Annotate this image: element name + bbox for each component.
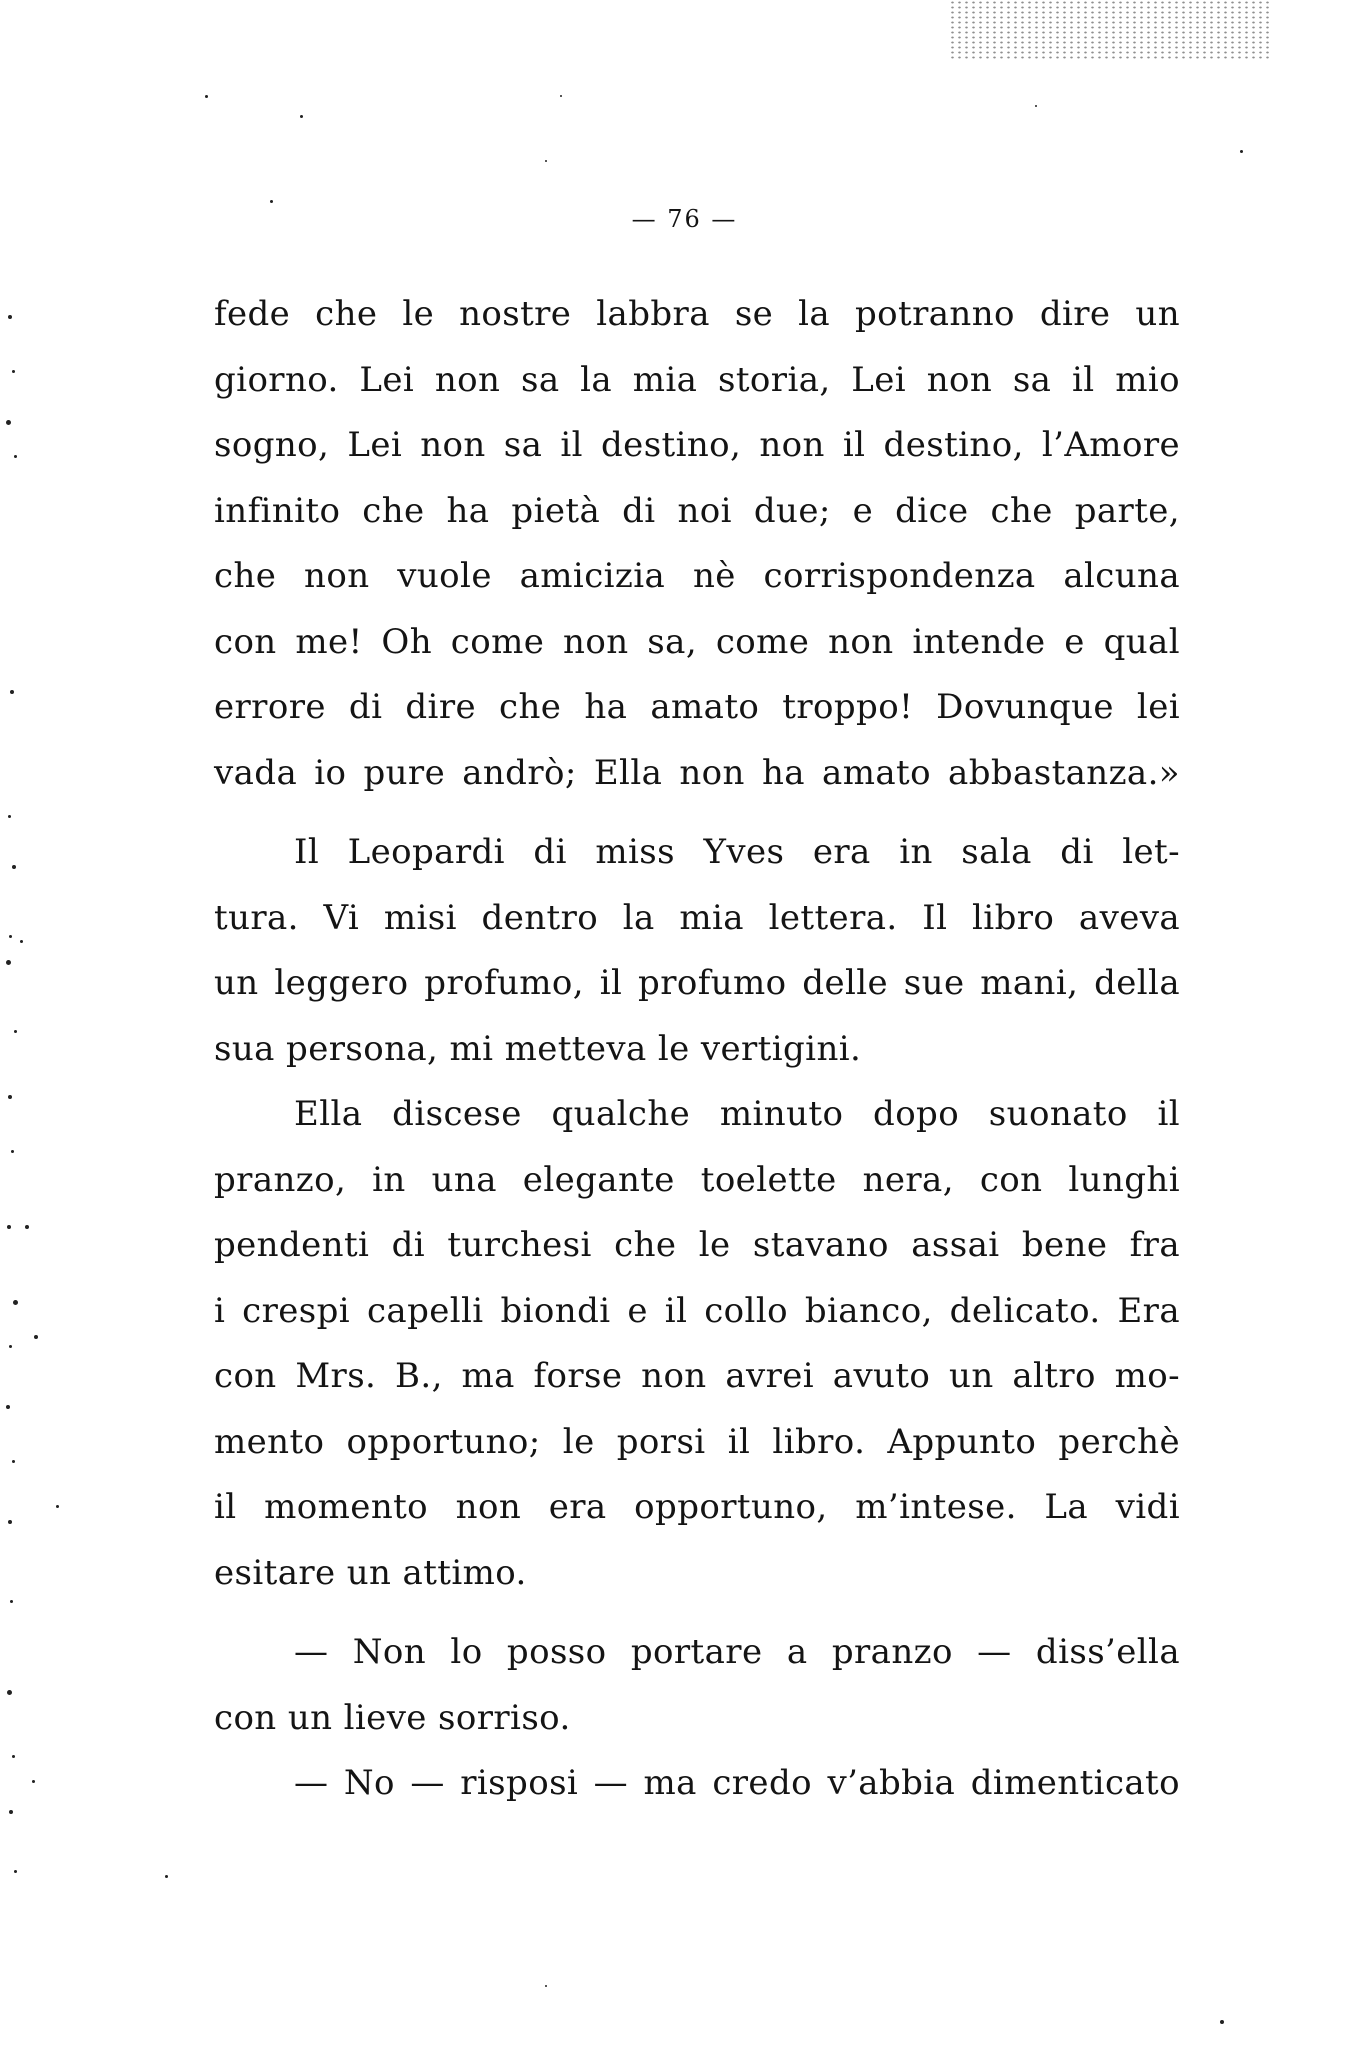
scan-speck xyxy=(165,1875,168,1878)
text-line: con me! Oh come non sa, come non intende e qual xyxy=(214,621,1180,662)
scan-speck xyxy=(8,815,11,818)
scan-speck xyxy=(1240,150,1243,153)
body-text xyxy=(214,282,1180,1817)
text-line: mento opportuno; le porsi il libro. Appunto perchè xyxy=(214,1421,1180,1462)
scan-speck xyxy=(545,1985,547,1987)
text-line: con un lieve sorriso. xyxy=(214,1697,571,1738)
scan-speck xyxy=(560,95,562,97)
text-line: il momento non era opportuno, m’intese. La vidi xyxy=(214,1487,1180,1527)
scan-speck xyxy=(1035,105,1037,107)
paragraph-gap xyxy=(214,1606,1180,1620)
text-line: errore di dire che ha amato troppo! Dovunque lei xyxy=(214,687,1180,727)
scan-speck xyxy=(14,455,17,458)
scan-speck xyxy=(6,1405,10,1409)
text-line: giorno. Lei non sa la mia storia, Lei non sa il mio xyxy=(214,359,1180,400)
text-line: un leggero profumo, il profumo delle sue mani, della xyxy=(214,963,1180,1003)
scan-speck xyxy=(10,1600,13,1603)
scan-speck xyxy=(11,1150,14,1153)
text-line: — Non lo posso portare a pranzo — diss’ella xyxy=(294,1632,1180,1672)
scan-speck xyxy=(20,940,23,943)
scan-speck xyxy=(10,690,14,694)
scan-noise xyxy=(949,0,1269,60)
text-line: Ella discese qualche minuto dopo suonato il xyxy=(294,1094,1180,1134)
scan-speck xyxy=(300,115,303,118)
scan-speck xyxy=(14,1030,17,1033)
text-line: pranzo, in una elegante toelette nera, con lunghi xyxy=(214,1159,1180,1200)
scan-speck xyxy=(12,370,15,373)
text-line: vada io pure andrò; Ella non ha amato abbastanza.» xyxy=(214,752,1180,793)
scan-speck xyxy=(1220,2020,1224,2024)
scan-speck xyxy=(7,1225,11,1229)
text-line: fede che le nostre labbra se la potranno dire un xyxy=(214,294,1180,334)
text-line: tura. Vi misi dentro la mia lettera. Il libro aveva xyxy=(214,897,1180,938)
text-line: Il Leopardi di miss Yves era in sala di let- xyxy=(294,832,1180,872)
text-line: esitare un attimo. xyxy=(214,1552,527,1593)
scan-speck xyxy=(56,1505,59,1508)
scan-speck xyxy=(12,1755,15,1758)
text-line: — No — risposi — ma credo v’abbia dimenticato xyxy=(294,1763,1180,1803)
scan-speck xyxy=(270,200,273,203)
text-line: pendenti di turchesi che le stavano assai bene fra xyxy=(214,1225,1180,1265)
text-line: sua persona, mi metteva le vertigini. xyxy=(214,1028,862,1069)
paragraph-gap xyxy=(214,806,1180,820)
scan-speck xyxy=(25,1225,29,1229)
text-line: che non vuole amicizia nè corrispondenza alcuna xyxy=(214,556,1180,596)
scan-speck xyxy=(545,160,547,162)
scan-speck xyxy=(9,1345,12,1348)
scan-speck xyxy=(7,1690,12,1695)
text-line: sogno, Lei non sa il destino, non il destino, l’Amore xyxy=(214,425,1180,465)
scan-speck xyxy=(9,1810,13,1814)
scan-speck xyxy=(14,1870,17,1873)
text-line: infinito che ha pietà di noi due; e dice che parte, xyxy=(214,490,1180,531)
scan-speck xyxy=(34,1335,38,1339)
page-number: — 76 — xyxy=(631,205,738,233)
scan-speck xyxy=(9,935,12,938)
scan-speck xyxy=(6,420,11,425)
scan-speck xyxy=(8,1095,12,1099)
scan-speck xyxy=(205,95,208,98)
scan-speck xyxy=(8,1520,12,1524)
scan-speck xyxy=(32,1780,35,1783)
text-line: con Mrs. B., ma forse non avrei avuto un altro mo- xyxy=(214,1356,1180,1396)
scan-speck xyxy=(12,865,16,869)
text-line: i crespi capelli biondi e il collo bianco, delicato. Era xyxy=(214,1290,1180,1331)
scan-speck xyxy=(13,1300,18,1305)
scan-speck xyxy=(6,960,11,965)
scan-speck xyxy=(8,315,12,319)
scan-speck xyxy=(12,1460,15,1463)
